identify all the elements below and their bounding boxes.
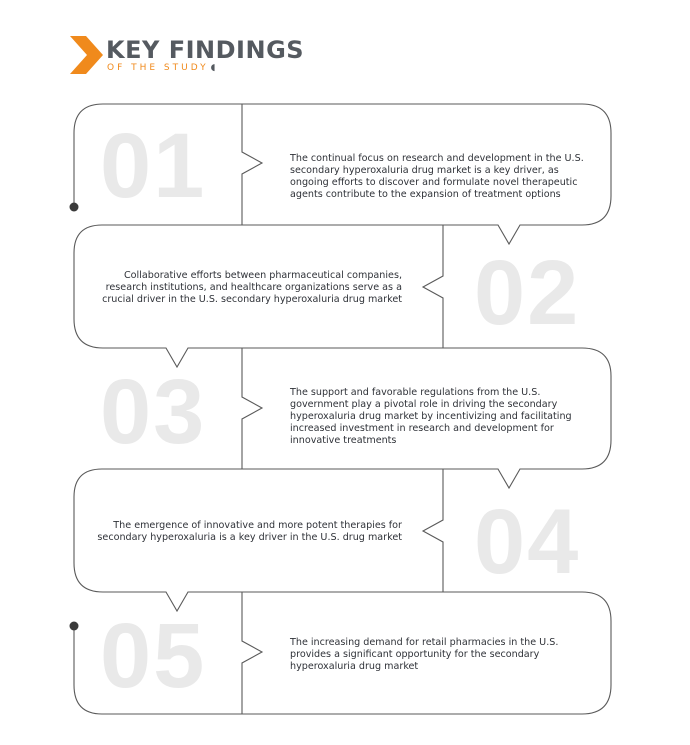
finding-text-04: The emergence of innovative and more potent therapies for secondary hyperoxaluria is a key driver in the U.S. drug market [97,520,402,543]
finding-number-04: 04 [474,491,581,593]
finding-number-03: 03 [100,361,207,463]
finding-number-05: 05 [100,605,207,707]
end-dot [70,622,79,631]
finding-number-01: 01 [100,115,207,217]
finding-text-05: The increasing demand for retail pharmacies in the U.S. provides a significant opportunity for the secondary hyperoxaluria drug market [290,637,559,672]
start-dot [70,203,79,212]
finding-number-02: 02 [474,242,581,344]
crescent-icon: ◖ [210,63,216,73]
page-title: KEY FINDINGS [106,36,305,64]
page-subtitle: OF THE STUDY ◖ [107,63,216,73]
finding-text-03: The support and favorable regulations from the U.S. government play a pivotal role in driving the secondary hyperoxaluria drug market by incentivizing and facilitating increased investment in research and development for innovative treatments [290,387,572,446]
finding-text-02: Collaborative efforts between pharmaceutical companies, research institutions, and healthcare organizations serve as a crucial driver in the U.S. secondary hyperoxaluria drug market [102,270,402,305]
finding-text-01: The continual focus on research and development in the U.S. secondary hyperoxaluria drug market is a key driver, as ongoing efforts to discover and formulate novel therapeutic agents contribute to the expansion of treatment options [290,153,584,200]
